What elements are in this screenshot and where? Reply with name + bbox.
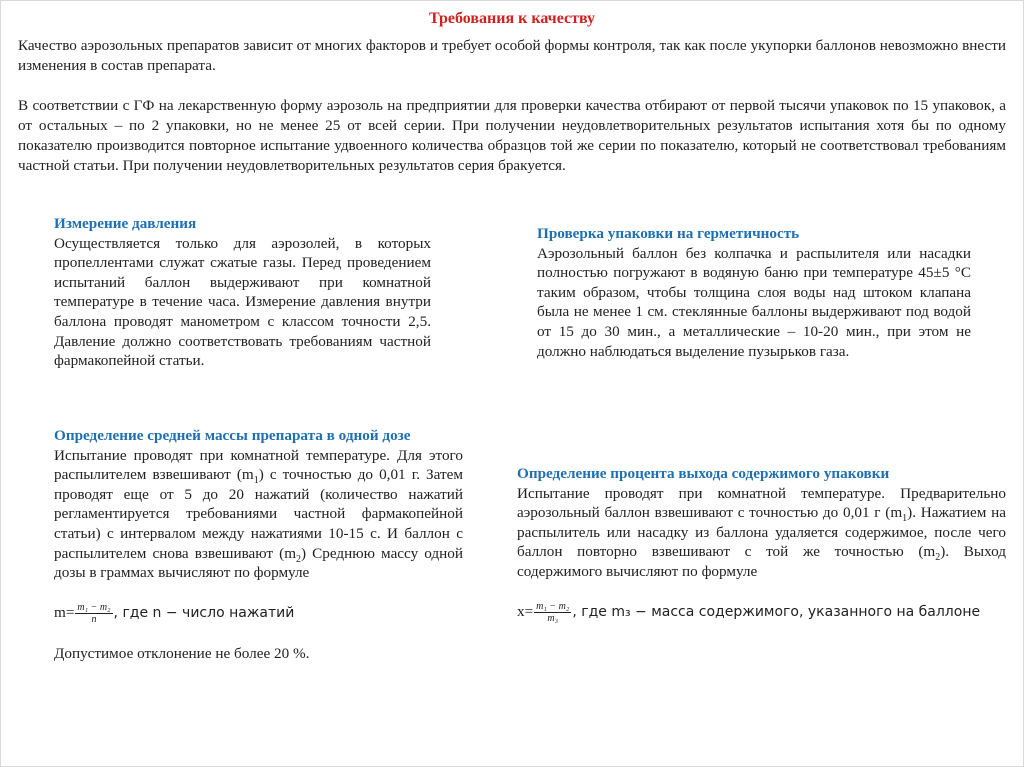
tightness-text: Аэрозольный баллон без колпачка и распылителя или насадки полностью погружают в водяную баню при температуре 45±5 °С таким образом, чтобы толщина слоя воды над штоком клапана была не менее 1 см. стеклянные баллоны выдерживают под водой от 15 до 30 мин., а металлические – 10-20 мин., при этом не должно наблюдаться выделение пузырьков газа. xyxy=(537,244,971,360)
mass-heading: Определение средней массы препарата в одной дозе xyxy=(54,427,411,444)
yield-fraction: $\frac{\text{m₁ − m₂}}{\text{m₃}}$ xyxy=(536,600,570,624)
tightness-section xyxy=(537,224,971,361)
tightness-heading: Проверка упаковки на герметичность xyxy=(537,225,800,242)
intro-section xyxy=(18,36,1006,176)
yield-heading: Определение процента выхода содержимого упаковки xyxy=(517,465,890,482)
mass-formula: m= $\frac{\text{m₁ − m₂}}{n}$ , где n − число нажатий xyxy=(54,601,295,625)
mass-tolerance: Допустимое отклонение не более 20 %. xyxy=(54,644,310,662)
mass-fraction: $\frac{\text{m₁ − m₂}}{n}$ xyxy=(77,601,111,625)
mass-text: Испытание проводят при комнатной температуре. Для этого распылителем взвешивают $(m_1)$ с точностью до 0,01 г. Затем проводят еще от 5 до 20 нажатий (количество нажатий регламентируется требованиями частной фармакопейной статьи) с интервалом между нажатиями 10-15 с. И баллон с распылителем снова взвешивают $(m_2)$ Среднюю массу одной дозы в граммах вычисляют по формуле xyxy=(54,446,464,582)
yield-formula: x= $\frac{\text{m₁ − m₂}}{\text{m₃}}$ , где m₃ − масса содержимого, указанного на баллоне xyxy=(517,600,981,624)
pressure-heading: Измерение давления xyxy=(54,215,197,232)
intro-paragraph-2: В соответствии с ГФ на лекарственную форму аэрозоль на предприятии для проверки качества отбирают от первой тысячи упаковок по 15 упаковок, а от остальных – по 2 упаковки, но не менее 25 от всей серии. При получении неудовлетворительных результатов испытания хотя бы по одному показателю производится повторное испытание удвоенного количества образцов той же серии по показателю, который не соответствовал требованиям частной статьи. При получении неудовлетворительных результатов серия бракуется. xyxy=(18,97,1006,174)
yield-section xyxy=(517,464,1006,624)
intro-paragraph-1: Качество аэрозольных препаратов зависит от многих факторов и требует особой формы контроля, так как после укупорки баллонов невозможно внести изменения в состав препарата. xyxy=(18,37,1006,74)
page-title: Требования к качеству xyxy=(428,10,596,27)
yield-text: Испытание проводят при комнатной температуре. Предварительно аэрозольный баллон взвешивают с точностью до 0,01 г $(m_1)$. Нажатием на распылитель или насадку из баллона удаляется содержимое, после чего баллон повторно взвешивают с той же точностью $(m_2)$. Выход содержимого вычисляют по формуле xyxy=(517,484,1006,580)
pressure-section xyxy=(54,214,431,371)
mass-section xyxy=(54,426,463,663)
pressure-text: Осуществляется только для аэрозолей, в которых пропеллентами служат сжатые газы. Перед проведением испытаний баллон выдерживают при комнатной температуре в течение часа. Измерение давления внутри баллона проводят манометром с классом точности 2,5. Давление должно соответствовать требованиям частной фармакопейной статьи. xyxy=(54,234,431,370)
